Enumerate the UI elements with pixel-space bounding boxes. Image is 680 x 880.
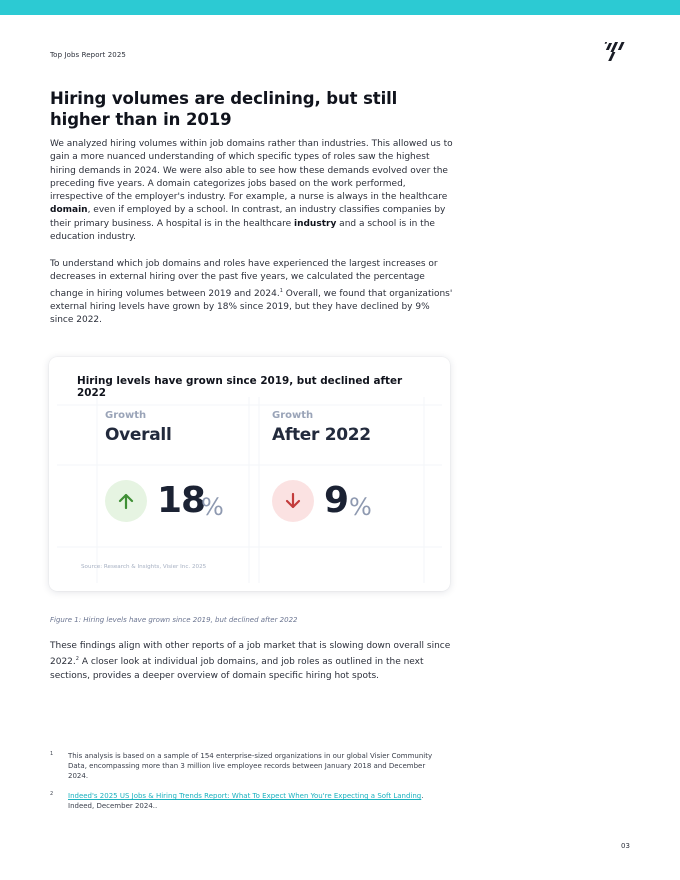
figure-caption: Figure 1: Hiring levels have grown since 2019, but declined after 2022 bbox=[50, 616, 298, 624]
footnote-text: . Indeed, December 2024.. bbox=[68, 792, 424, 810]
footnote-text: This analysis is based on a sample of 154 enterprise-sized organizations in our global Visier Community Data, encompassing more than 3 million live employee records between January 2018 and December 2024. bbox=[68, 752, 433, 780]
stat-after-2022 bbox=[272, 409, 422, 521]
footnote-number: 2 bbox=[50, 791, 54, 797]
findings-paragraph: These findings align with other reports of a job market that is slowing down overall since 2022.$^2$ A closer look at individual job domains, and job roles as outlined in the next sections, provides a deeper overview of domain specific hiring hot spots. bbox=[50, 641, 451, 681]
bold-term-domain: domain bbox=[50, 205, 88, 216]
stat-value: 18 bbox=[157, 480, 206, 521]
footnote-2 bbox=[50, 792, 440, 812]
stat-value: 9 bbox=[324, 480, 349, 521]
footnote-ref: 1 bbox=[279, 287, 283, 294]
page-number: 03 bbox=[621, 842, 630, 850]
arrow-up-icon bbox=[116, 491, 136, 511]
stat-label: Growth bbox=[105, 410, 147, 421]
arrow-up-badge bbox=[105, 480, 147, 522]
stat-unit: % bbox=[349, 493, 372, 521]
footnote-1 bbox=[50, 752, 440, 781]
figure-card bbox=[49, 357, 450, 591]
footnote-link[interactable]: Indeed's 2025 US Jobs & Hiring Trends Report: What To Expect When You're Expecting a Soft Landing bbox=[68, 792, 422, 800]
brand-logo-icon bbox=[604, 40, 634, 64]
stat-unit: % bbox=[201, 493, 224, 521]
method-paragraph: To understand which job domains and roles have experienced the largest increases or decreases in external hiring over the past five years, we calculated the percentage change in hiring volumes between 2019 and 2024.$^1$ Overall, we found that organizations' external hiring levels have grown by 18% since 2019, but they have declined by 9% since 2022. bbox=[50, 259, 453, 326]
figure-source: Source: Research & Insights, Visier Inc. 2025 bbox=[81, 564, 207, 570]
stat-overall bbox=[105, 409, 255, 521]
stat-heading: After 2022 bbox=[272, 425, 371, 445]
bold-term-industry: industry bbox=[294, 218, 337, 229]
report-name: Top Jobs Report 2025 bbox=[50, 51, 126, 59]
arrow-down-icon bbox=[283, 491, 303, 511]
footnote-ref: 2 bbox=[75, 656, 79, 663]
arrow-down-badge bbox=[272, 480, 314, 522]
page-headline: Hiring volumes are declining, but still higher than in 2019 bbox=[50, 89, 398, 129]
footnote-number: 1 bbox=[50, 751, 54, 757]
stat-heading: Overall bbox=[105, 425, 172, 445]
stat-label: Growth bbox=[272, 410, 314, 421]
top-accent-bar bbox=[0, 0, 680, 15]
intro-paragraph: We analyzed hiring volumes within job domains rather than industries. This allowed us to gain a more nuanced understanding of which specific types of roles saw the highest hiring demands in 2024. We were also able to see how these demands evolved over the preceding five years. A domain categorizes jobs based on the work performed, irrespective of the employer's industry. For example, a nurse is always in the healthcare domain, even if employed by a school. In contrast, an industry classifies companies by their primary business. A hospital is in the healthcare industry and a school is in the education industry. bbox=[50, 139, 453, 243]
figure-title: Hiring levels have grown since 2019, but declined after 2022 bbox=[77, 375, 403, 399]
